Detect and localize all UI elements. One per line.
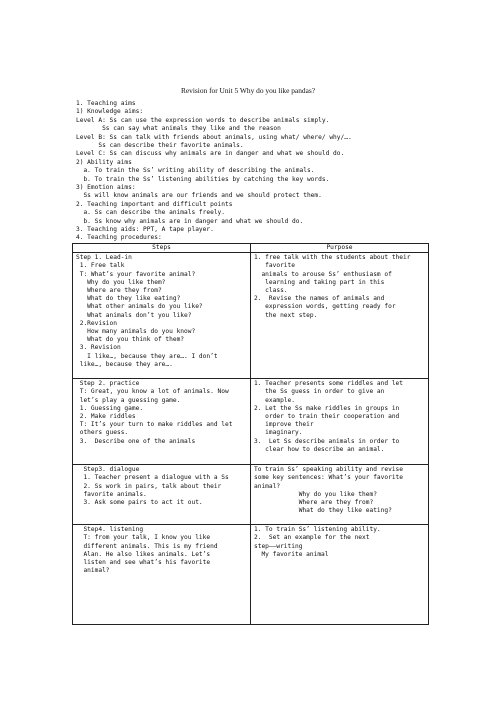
cell-line: order to train their cooperation and: [254, 413, 400, 421]
steps-cell: [73, 253, 251, 379]
cell-line: animals to arouse Ss’ enthusiasm of: [254, 270, 392, 278]
steps-cell: [73, 465, 251, 525]
cell-line: imaginary.: [254, 429, 303, 437]
cell-line: 1. free talk with the students about their: [254, 254, 411, 262]
cell-line: 1. Guessing game.: [76, 404, 144, 412]
cell-line: like…, because they are….: [76, 360, 173, 368]
table-row: [73, 525, 429, 625]
cell-line: T: It’s your turn to make riddles and let: [76, 421, 233, 429]
cell-line: some key sentences: What’s your favorite: [254, 474, 404, 482]
outline-line: Level C: Ss can discuss why animals are in danger and what we should do.: [76, 150, 345, 158]
cell-line: What other animals do you like?: [76, 303, 203, 311]
cell-line: To train Ss’ speaking ability and revise: [254, 466, 404, 474]
cell-line: example.: [254, 396, 295, 404]
cell-line: clear how to describe an animal.: [254, 445, 385, 453]
outline-line: Ss can say what animals they like and the reason: [76, 125, 281, 133]
outline-line: b. Ss know why animals are in danger and what we should do.: [76, 217, 304, 225]
steps-cell: [73, 379, 251, 465]
page-title: Revision for Unit 5 Why do you like pandas?: [180, 86, 316, 95]
cell-line: 2. Ss work in pairs, talk about their: [76, 482, 222, 490]
cell-line: What animals don’t you like?: [76, 311, 192, 319]
outline-line: Ss will know animals are our friends and we should protect them.: [76, 192, 322, 200]
cell-line: favorite: [254, 262, 295, 270]
cell-line: 3. Ask some pairs to act it out.: [76, 499, 203, 507]
outline-line: Level A: Ss can use the expression words to describe animals simply.: [76, 116, 330, 124]
cell-line: expression words, getting ready for: [254, 303, 396, 311]
outline-line: Level B: Ss can talk with friends about animals, using what/ where/ why/….: [76, 133, 352, 141]
cell-line: T: Great, you know a lot of animals. Now: [76, 388, 229, 396]
cell-line: animal?: [76, 567, 110, 575]
cell-line: animal?: [254, 482, 281, 490]
outline-line: 2) Ability aims: [76, 158, 132, 166]
outline-line: 3. Teaching aids: PPT, A tape player.: [76, 226, 214, 233]
outline-line: 4. Teaching procedures:: [76, 234, 162, 242]
cell-line: I like…, because they are…. I don’t: [76, 352, 218, 360]
purpose-cell: [251, 253, 429, 379]
cell-line: 1. Teacher present a dialogue with a Ss: [76, 474, 229, 482]
cell-line: Why do you like them?: [76, 278, 166, 286]
cell-line: Step3. dialogue: [76, 466, 140, 474]
outline-line: 2. Teaching important and difficult points: [76, 200, 233, 208]
cell-line: My favorite animal: [254, 550, 329, 558]
cell-line: What do you think of them?: [76, 336, 185, 344]
cell-line: the Ss guess in order to give an: [254, 388, 385, 396]
outline-line: 1) Knowledge aims:: [76, 108, 144, 116]
procedures-table: [72, 243, 429, 625]
cell-line: 2. Set an example for the next: [254, 534, 370, 542]
cell-line: 3. Revision: [76, 344, 121, 352]
cell-line: step——writing: [254, 542, 303, 550]
cell-line: others guess.: [76, 429, 129, 437]
table-row: [73, 379, 429, 465]
cell-line: Why do you like them?: [254, 490, 377, 498]
purpose-cell: [251, 379, 429, 465]
cell-line: different animals. This is my friend: [76, 542, 218, 550]
cell-line: let’s play a guessing game.: [76, 396, 181, 404]
cell-line: T: from your talk, I know you like: [76, 534, 211, 542]
cell-line: 2. Let the Ss make riddles in groups in: [254, 404, 400, 412]
cell-line: favorite animals.: [76, 490, 147, 498]
cell-line: class.: [254, 287, 288, 295]
cell-line: 2. Revise the names of animals and: [254, 295, 385, 303]
cell-line: Step 1. Lead-in: [76, 254, 132, 262]
cell-line: listen and see what’s his favorite: [76, 559, 211, 567]
steps-cell: [73, 525, 251, 625]
cell-line: 1. Free talk: [76, 262, 125, 270]
cell-line: How many animals do you know?: [76, 328, 196, 336]
cell-line: improve their: [254, 421, 314, 429]
outline-line: Ss can describe their favorite animals.: [76, 142, 244, 149]
table-header-row: [73, 244, 429, 253]
table-row: [73, 253, 429, 379]
purpose-cell: [251, 525, 429, 625]
cell-line: Step4. listening: [76, 526, 144, 534]
outline-line: 3) Emotion aims:: [76, 184, 136, 191]
cell-line: Where are they from?: [76, 287, 162, 295]
cell-line: Where are they from?: [254, 499, 374, 507]
cell-line: 2. Make riddles: [76, 413, 136, 421]
outline-line: 1. Teaching aims: [76, 100, 136, 107]
header-steps: Steps: [73, 244, 251, 253]
cell-line: 1. To train Ss’ listening ability.: [254, 526, 381, 534]
cell-line: What do they like eating?: [76, 295, 181, 303]
cell-line: 3. Describe one of the animals: [76, 437, 196, 445]
cell-line: 3. Let Ss describe animals in order to: [254, 437, 400, 445]
header-purpose: Purpose: [251, 244, 429, 253]
cell-line: 1. Teacher presents some riddles and let: [254, 380, 404, 388]
purpose-cell: [251, 465, 429, 525]
cell-line: Step 2. practice: [76, 380, 140, 388]
cell-line: the next step.: [254, 311, 318, 319]
outline-line: b. To train the Ss’ listening abilities by catching the key words.: [76, 175, 330, 183]
outline-line: a. Ss can describe the animals freely.: [76, 209, 226, 217]
table-row: [73, 465, 429, 525]
cell-line: Alan. He also likes animals. Let’s: [76, 550, 211, 558]
cell-line: T: What’s your favorite animal?: [76, 270, 196, 278]
outline-line: a. To train the Ss’ writing ability of describing the animals.: [76, 167, 315, 175]
cell-line: 2.Revision: [76, 319, 117, 327]
cell-line: What do they like eating?: [254, 507, 392, 515]
cell-line: learning and taking part in this: [254, 278, 385, 286]
